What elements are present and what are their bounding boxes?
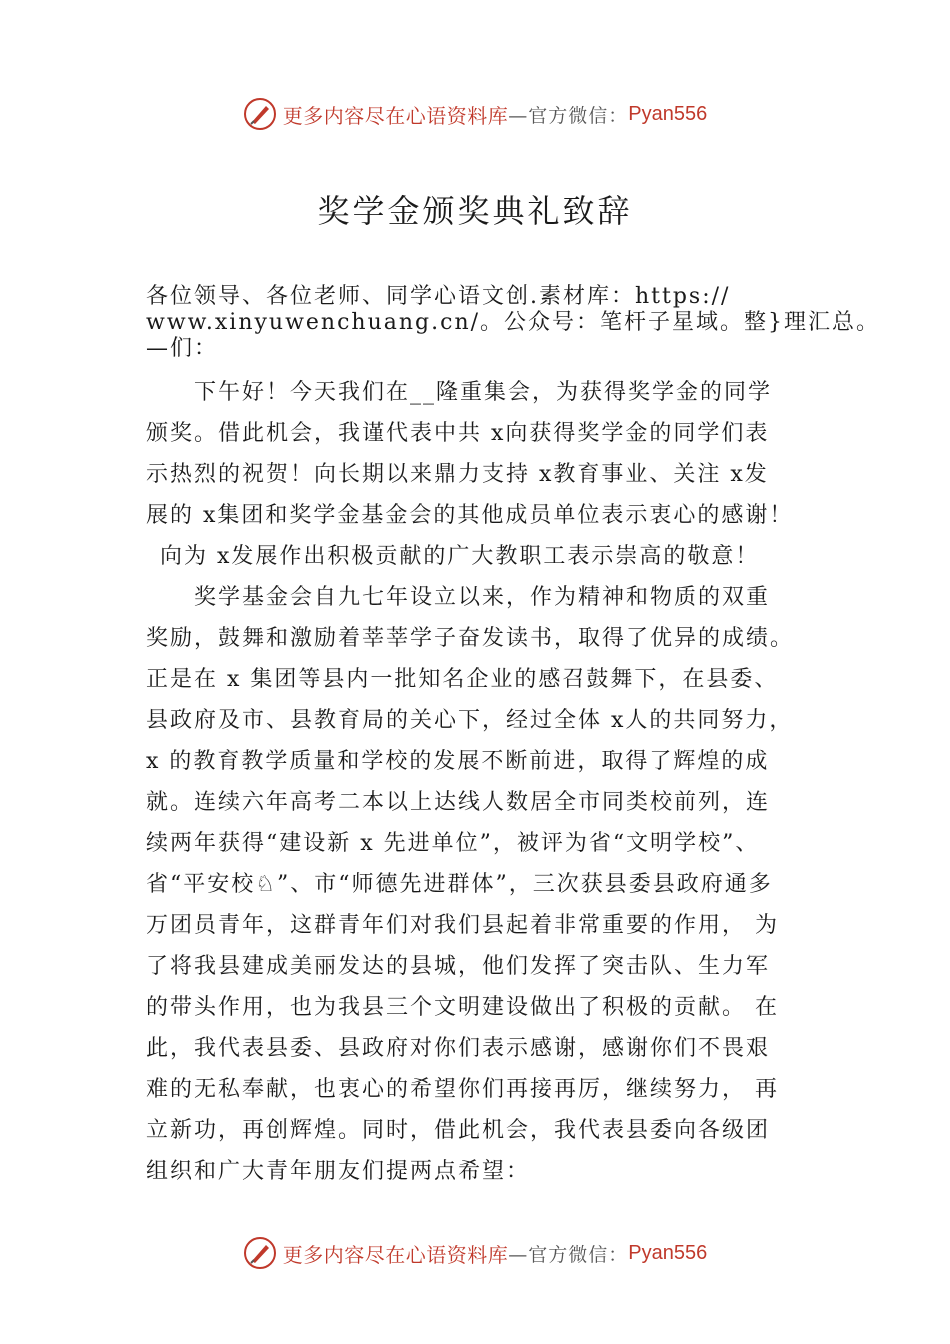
text-line: 此，我代表县委、县政府对你们表示感谢，感谢你们不畏艰 <box>146 1036 771 1061</box>
document-body <box>146 284 881 1192</box>
salutation-line: 各位领导、各位老师、同学心语文创.素材库：https:// <box>146 284 731 309</box>
banner-wechat-label: —官方微信： <box>508 104 629 127</box>
salutation-line: —们： <box>146 336 219 361</box>
salutation <box>146 284 881 362</box>
text-line: 正是在 x 集团等县内一批知名企业的感召鼓舞下，在县委、 <box>146 667 779 692</box>
paragraph-1 <box>146 372 826 577</box>
text-line: 的带头作用，也为我县三个文明建设做出了积极的贡献。 在 <box>146 995 779 1020</box>
text-line: 奖励，鼓舞和激励着莘莘学子奋发读书，取得了优异的成绩。 <box>146 626 795 651</box>
text-line: 奖学基金会自九七年设立以来，作为精神和物质的双重 <box>194 585 771 610</box>
salutation-line: www.xinyuwenchuang.cn/。公众号：笔杆子星域。整}理汇总。 <box>146 310 881 335</box>
text-line: 立新功，再创辉煌。同时，借此机会，我代表县委向各级团 <box>146 1118 771 1143</box>
banner-text: 更多内容尽在心语资料库 <box>282 1242 509 1267</box>
text-line: 颁奖。借此机会，我谨代表中共 x向获得奖学金的同学们表 <box>146 421 770 446</box>
document-title: 奖学金颁奖典礼致辞 <box>317 192 633 230</box>
text-line: 示热烈的祝贺！向长期以来鼎力支持 x教育事业、关注 x发 <box>146 462 769 487</box>
text-line: 展的 x集团和奖学金基金会的其他成员单位表示衷心的感谢！ <box>146 503 794 528</box>
text-line: x 的教育教学质量和学校的发展不断前进，取得了辉煌的成 <box>146 749 770 774</box>
text-line: 组织和广大青年朋友们提两点希望： <box>146 1159 531 1184</box>
text-line: 续两年获得“建设新 x 先进单位”，被评为省“文明学校”、 <box>146 831 760 856</box>
header-banner <box>0 96 950 132</box>
quill-logo-icon <box>243 1236 277 1270</box>
text-line: 下午好！今天我们在__隆重集会，为获得奖学金的同学 <box>194 380 773 405</box>
banner-wechat-id: Pyan556 <box>628 1241 708 1264</box>
text-line: 难的无私奉献，也衷心的希望你们再接再厉，继续努力， 再 <box>146 1077 779 1102</box>
text-line: 省“平安校♘”、市“师德先进群体”，三次获县委县政府通多 <box>146 872 773 897</box>
quill-logo-icon <box>243 97 277 131</box>
text-line: 了将我县建成美丽发达的县城，他们发挥了突击队、生力军 <box>146 954 771 979</box>
banner-wechat-label: —官方微信： <box>508 1243 629 1266</box>
text-line: 万团员青年，这群青年们对我们县起着非常重要的作用， 为 <box>146 913 779 938</box>
banner-text: 更多内容尽在心语资料库 <box>282 103 509 128</box>
text-line: 就。连续六年高考二本以上达线人数居全市同类校前列，连 <box>146 790 771 815</box>
text-line: 县政府及市、县教育局的关心下，经过全体 x人的共同努力， <box>146 708 794 733</box>
footer-banner <box>0 1235 950 1271</box>
text-line: 向为 x发展作出积极贡献的广大教职工表示崇高的敬意！ <box>160 544 760 569</box>
banner-wechat-id: Pyan556 <box>628 102 708 125</box>
paragraph-2 <box>146 577 826 1192</box>
